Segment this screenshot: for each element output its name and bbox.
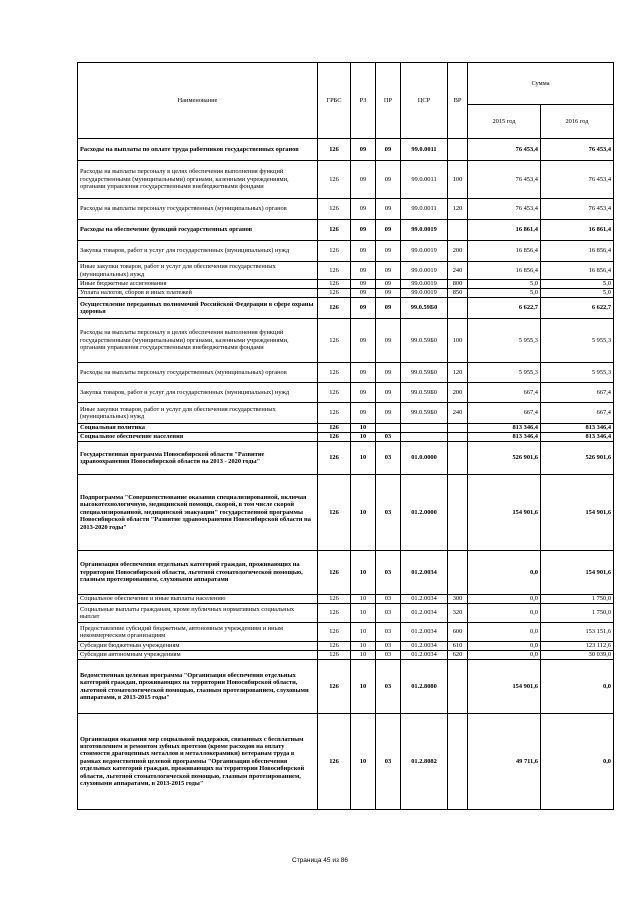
cell-rz: 10	[351, 714, 376, 810]
col-header-2015: 2015 год	[468, 105, 541, 139]
cell-name: Социальное обеспечение населения	[78, 433, 318, 442]
cell-name: Социальная политика	[78, 424, 318, 433]
cell-grbs: 126	[318, 424, 351, 433]
cell-pr: 03	[376, 433, 401, 442]
cell-vr	[448, 442, 468, 475]
cell-s2016: 76 453,4	[541, 161, 614, 199]
cell-vr: 200	[448, 383, 468, 403]
cell-vr: 320	[448, 604, 468, 623]
cell-vr: 600	[448, 623, 468, 642]
table-row	[78, 383, 614, 403]
table-row	[78, 161, 614, 199]
cell-grbs: 126	[318, 289, 351, 298]
cell-csr: 01.2.0034	[401, 651, 448, 660]
table-row	[78, 433, 614, 442]
cell-pr: 03	[376, 551, 401, 595]
cell-rz: 09	[351, 403, 376, 424]
cell-rz: 09	[351, 199, 376, 220]
cell-s2015: 16 856,4	[468, 262, 541, 280]
cell-pr: 03	[376, 642, 401, 651]
table-row	[78, 551, 614, 595]
cell-vr	[448, 139, 468, 161]
cell-name: Расходы на выплаты персоналу государственных (муниципальных) органов	[78, 199, 318, 220]
cell-grbs: 126	[318, 604, 351, 623]
cell-s2015: 0,0	[468, 551, 541, 595]
cell-grbs: 126	[318, 139, 351, 161]
cell-pr	[376, 424, 401, 433]
col-header-sum: Сумма	[468, 63, 614, 105]
cell-grbs: 126	[318, 433, 351, 442]
cell-s2015: 0,0	[468, 595, 541, 604]
cell-s2015: 813 346,4	[468, 433, 541, 442]
cell-pr: 09	[376, 280, 401, 289]
cell-s2016: 526 901,6	[541, 442, 614, 475]
cell-grbs: 126	[318, 551, 351, 595]
cell-csr: 99.0.59Б0	[401, 383, 448, 403]
cell-rz: 10	[351, 660, 376, 714]
cell-name: Осуществление переданных полномочий Российской Федерации в сфере охраны здоровья	[78, 298, 318, 319]
cell-csr: 01.2.0000	[401, 475, 448, 551]
cell-csr: 99.0.0019	[401, 262, 448, 280]
cell-pr: 03	[376, 660, 401, 714]
cell-vr: 240	[448, 262, 468, 280]
table-row	[78, 642, 614, 651]
cell-name: Иные закупки товаров, работ и услуг для обеспечения государственных (муниципальных) нужд	[78, 262, 318, 280]
cell-vr: 120	[448, 363, 468, 383]
cell-grbs: 126	[318, 595, 351, 604]
cell-s2015: 154 901,6	[468, 475, 541, 551]
cell-s2016: 1 750,0	[541, 604, 614, 623]
cell-vr	[448, 298, 468, 319]
cell-rz: 09	[351, 383, 376, 403]
cell-grbs: 126	[318, 363, 351, 383]
cell-csr: 01.2.0034	[401, 551, 448, 595]
cell-s2015: 0,0	[468, 623, 541, 642]
cell-grbs: 126	[318, 442, 351, 475]
cell-s2015: 5 955,3	[468, 363, 541, 383]
cell-csr: 99.0.0019	[401, 289, 448, 298]
cell-name: Расходы на выплаты по оплате труда работников государственных органов	[78, 139, 318, 161]
cell-vr	[448, 714, 468, 810]
cell-rz: 10	[351, 595, 376, 604]
cell-pr: 09	[376, 199, 401, 220]
cell-rz: 09	[351, 298, 376, 319]
cell-name: Иные бюджетные ассигнования	[78, 280, 318, 289]
cell-s2016: 813 346,4	[541, 424, 614, 433]
col-header-2016: 2016 год	[541, 105, 614, 139]
cell-s2016: 5,0	[541, 280, 614, 289]
cell-s2016: 30 039,0	[541, 651, 614, 660]
cell-grbs: 126	[318, 298, 351, 319]
cell-rz: 10	[351, 651, 376, 660]
table-body	[78, 139, 614, 810]
cell-vr: 850	[448, 289, 468, 298]
cell-s2016: 6 622,7	[541, 298, 614, 319]
cell-s2015: 813 346,4	[468, 424, 541, 433]
cell-s2016: 76 453,4	[541, 139, 614, 161]
cell-name: Субсидии бюджетным учреждениям	[78, 642, 318, 651]
cell-s2015: 5,0	[468, 280, 541, 289]
budget-table-sheet	[77, 62, 613, 810]
cell-name: Социальное обеспечение и иные выплаты населению	[78, 595, 318, 604]
col-header-pr: ПР	[376, 63, 401, 139]
cell-vr: 800	[448, 280, 468, 289]
cell-s2015: 5 955,3	[468, 319, 541, 363]
cell-s2016: 154 901,6	[541, 551, 614, 595]
cell-pr: 09	[376, 139, 401, 161]
table-row	[78, 319, 614, 363]
cell-pr: 09	[376, 289, 401, 298]
cell-vr: 240	[448, 403, 468, 424]
cell-csr: 99.0.0011	[401, 139, 448, 161]
cell-vr: 300	[448, 595, 468, 604]
cell-name: Государственная программа Новосибирской области "Развитие здравоохранения Новосибирской области на 2013 - 2020 годы"	[78, 442, 318, 475]
cell-s2015: 16 861,4	[468, 220, 541, 241]
table-row	[78, 623, 614, 642]
cell-rz: 10	[351, 642, 376, 651]
table-row	[78, 595, 614, 604]
table-row	[78, 363, 614, 383]
cell-pr: 03	[376, 714, 401, 810]
cell-grbs: 126	[318, 383, 351, 403]
cell-s2015: 49 711,6	[468, 714, 541, 810]
col-header-vr: ВР	[448, 63, 468, 139]
cell-name: Организация оказания мер социальной поддержки, связанных с бесплатным изготовлением и ремонтом зубных протезов (кроме расходов на оплату стоимости драгоценных металлов и металлокерамики) ветеранам труда в рамках ведомственной целевой программы "Организация обеспечения отдельных категорий граждан, проживающих на территории Новосибирской области, льготной стоматологической помощью, глазным протезированием, слуховыми аппаратами, в 2013-2015 годы"	[78, 714, 318, 810]
table-row	[78, 289, 614, 298]
cell-vr: 120	[448, 199, 468, 220]
cell-rz: 10	[351, 424, 376, 433]
table-row	[78, 442, 614, 475]
cell-s2016: 76 453,4	[541, 199, 614, 220]
cell-rz: 09	[351, 363, 376, 383]
cell-csr: 01.0.0000	[401, 442, 448, 475]
cell-name: Уплата налогов, сборов и иных платежей	[78, 289, 318, 298]
cell-s2015: 0,0	[468, 604, 541, 623]
cell-csr: 99.0.0011	[401, 199, 448, 220]
cell-csr: 01.2.8082	[401, 714, 448, 810]
cell-s2015: 667,4	[468, 403, 541, 424]
cell-csr: 99.0.0019	[401, 241, 448, 262]
cell-name: Иные закупки товаров, работ и услуг для обеспечения государственных (муниципальных) нужд	[78, 403, 318, 424]
cell-pr: 09	[376, 319, 401, 363]
cell-pr: 09	[376, 403, 401, 424]
cell-grbs: 126	[318, 403, 351, 424]
cell-name: Подпрограмма "Совершенствование оказания специализированной, включая высокотехнологичную, медицинской помощи, скорой, в том числе скорой специализированной, медицинской эвакуации" государственной программы Новосибирской области "Развитие здравоохранения Новосибирской области на 2013-2020 годы"	[78, 475, 318, 551]
cell-vr	[448, 220, 468, 241]
cell-vr: 610	[448, 642, 468, 651]
table-row	[78, 298, 614, 319]
cell-vr	[448, 660, 468, 714]
cell-rz: 09	[351, 161, 376, 199]
table-row	[78, 220, 614, 241]
cell-pr: 09	[376, 383, 401, 403]
cell-rz: 09	[351, 220, 376, 241]
cell-pr: 03	[376, 442, 401, 475]
table-row	[78, 604, 614, 623]
cell-pr: 03	[376, 595, 401, 604]
table-row	[78, 280, 614, 289]
cell-vr: 620	[448, 651, 468, 660]
cell-grbs: 126	[318, 714, 351, 810]
cell-rz: 10	[351, 604, 376, 623]
table-row	[78, 714, 614, 810]
cell-pr: 09	[376, 298, 401, 319]
cell-grbs: 126	[318, 651, 351, 660]
cell-pr: 03	[376, 651, 401, 660]
cell-csr: 01.2.8080	[401, 660, 448, 714]
cell-grbs: 126	[318, 220, 351, 241]
cell-name: Социальные выплаты гражданам, кроме публичных нормативных социальных выплат	[78, 604, 318, 623]
cell-rz: 09	[351, 289, 376, 298]
col-header-name: Наименование	[78, 63, 318, 139]
cell-pr: 03	[376, 604, 401, 623]
cell-s2015: 154 901,6	[468, 660, 541, 714]
cell-s2015: 667,4	[468, 383, 541, 403]
cell-rz: 09	[351, 139, 376, 161]
cell-name: Организация обеспечения отдельных категорий граждан, проживающих на территории Новосибирской области, льготной стоматологической помощью, глазным протезированием, слуховыми аппаратами	[78, 551, 318, 595]
cell-vr	[448, 551, 468, 595]
page-footer: Страница 45 из 86	[292, 857, 348, 864]
cell-s2016: 16 856,4	[541, 241, 614, 262]
cell-grbs: 126	[318, 241, 351, 262]
cell-grbs: 126	[318, 161, 351, 199]
cell-vr: 100	[448, 161, 468, 199]
cell-vr: 200	[448, 241, 468, 262]
cell-csr: 99.0.0019	[401, 280, 448, 289]
cell-grbs: 126	[318, 262, 351, 280]
cell-csr: 99.0.0011	[401, 161, 448, 199]
cell-grbs: 126	[318, 475, 351, 551]
cell-csr: 99.0.0019	[401, 220, 448, 241]
budget-table	[77, 62, 614, 810]
cell-vr	[448, 475, 468, 551]
col-header-csr: ЦСР	[401, 63, 448, 139]
table-row	[78, 651, 614, 660]
cell-s2016: 5,0	[541, 289, 614, 298]
cell-csr: 01.2.0034	[401, 642, 448, 651]
cell-csr: 99.0.59Б0	[401, 319, 448, 363]
cell-rz: 09	[351, 262, 376, 280]
cell-rz: 10	[351, 551, 376, 595]
cell-name: Предоставление субсидий бюджетным, автономным учреждениям и иным некоммерческим организациям	[78, 623, 318, 642]
cell-grbs: 126	[318, 623, 351, 642]
cell-s2016: 1 750,0	[541, 595, 614, 604]
cell-name: Закупка товаров, работ и услуг для государственных (муниципальных) нужд	[78, 241, 318, 262]
cell-s2016: 0,0	[541, 660, 614, 714]
cell-vr	[448, 433, 468, 442]
cell-pr: 09	[376, 161, 401, 199]
table-row	[78, 660, 614, 714]
cell-grbs: 126	[318, 642, 351, 651]
cell-s2015: 0,0	[468, 642, 541, 651]
cell-s2016: 813 346,4	[541, 433, 614, 442]
cell-name: Ведомственная целевая программа "Организация обеспечения отдельных категорий граждан, проживающих на территории Новосибирской области, льготной стоматологической помощью, глазным протезированием, слуховыми аппаратами, в 2013-2015 годы"	[78, 660, 318, 714]
cell-s2015: 526 901,6	[468, 442, 541, 475]
cell-csr: 99.0.59Б0	[401, 363, 448, 383]
cell-s2016: 667,4	[541, 383, 614, 403]
table-row	[78, 139, 614, 161]
cell-grbs: 126	[318, 660, 351, 714]
table-row	[78, 241, 614, 262]
cell-s2016: 154 901,6	[541, 475, 614, 551]
cell-name: Расходы на обеспечение функций государственных органов	[78, 220, 318, 241]
table-row	[78, 424, 614, 433]
cell-csr	[401, 424, 448, 433]
cell-rz: 10	[351, 442, 376, 475]
cell-s2016: 5 955,3	[541, 363, 614, 383]
cell-rz: 09	[351, 319, 376, 363]
cell-csr: 01.2.0034	[401, 595, 448, 604]
cell-csr: 99.0.59Б0	[401, 298, 448, 319]
cell-rz: 09	[351, 280, 376, 289]
cell-rz: 10	[351, 475, 376, 551]
col-header-grbs: ГРБС	[318, 63, 351, 139]
cell-csr	[401, 433, 448, 442]
cell-pr: 03	[376, 475, 401, 551]
cell-name: Расходы на выплаты персоналу государственных (муниципальных) органов	[78, 363, 318, 383]
cell-pr: 09	[376, 363, 401, 383]
cell-pr: 09	[376, 241, 401, 262]
cell-s2015: 16 856,4	[468, 241, 541, 262]
cell-rz: 10	[351, 433, 376, 442]
cell-s2016: 667,4	[541, 403, 614, 424]
cell-s2015: 5,0	[468, 289, 541, 298]
cell-csr: 01.2.0034	[401, 604, 448, 623]
table-row	[78, 403, 614, 424]
cell-name: Расходы на выплаты персоналу в целях обеспечения выполнения функций государственными (муниципальными) органами, казенными учреждениями, органами управления государственными внебюджетными фондами	[78, 161, 318, 199]
cell-rz: 09	[351, 241, 376, 262]
table-row	[78, 262, 614, 280]
cell-vr	[448, 424, 468, 433]
cell-csr: 01.2.0034	[401, 623, 448, 642]
cell-name: Расходы на выплаты персоналу в целях обеспечения выполнения функций государственными (муниципальными) органами, казенными учреждениями, органами управления государственными внебюджетными фондами	[78, 319, 318, 363]
cell-name: Субсидии автономным учреждениям	[78, 651, 318, 660]
cell-s2016: 16 861,4	[541, 220, 614, 241]
cell-grbs: 126	[318, 319, 351, 363]
cell-pr: 03	[376, 623, 401, 642]
cell-s2016: 16 856,4	[541, 262, 614, 280]
cell-s2015: 0,0	[468, 651, 541, 660]
cell-grbs: 126	[318, 199, 351, 220]
cell-s2016: 0,0	[541, 714, 614, 810]
cell-s2016: 153 151,6	[541, 623, 614, 642]
cell-s2016: 123 112,6	[541, 642, 614, 651]
col-header-rz: РЗ	[351, 63, 376, 139]
cell-s2016: 5 955,3	[541, 319, 614, 363]
cell-s2015: 76 453,4	[468, 139, 541, 161]
cell-csr: 99.0.59Б0	[401, 403, 448, 424]
cell-rz: 10	[351, 623, 376, 642]
cell-s2015: 76 453,4	[468, 161, 541, 199]
table-row	[78, 475, 614, 551]
cell-grbs: 126	[318, 280, 351, 289]
cell-s2015: 76 453,4	[468, 199, 541, 220]
cell-s2015: 6 622,7	[468, 298, 541, 319]
cell-vr: 100	[448, 319, 468, 363]
table-row	[78, 199, 614, 220]
cell-pr: 09	[376, 220, 401, 241]
cell-name: Закупка товаров, работ и услуг для государственных (муниципальных) нужд	[78, 383, 318, 403]
cell-pr: 09	[376, 262, 401, 280]
